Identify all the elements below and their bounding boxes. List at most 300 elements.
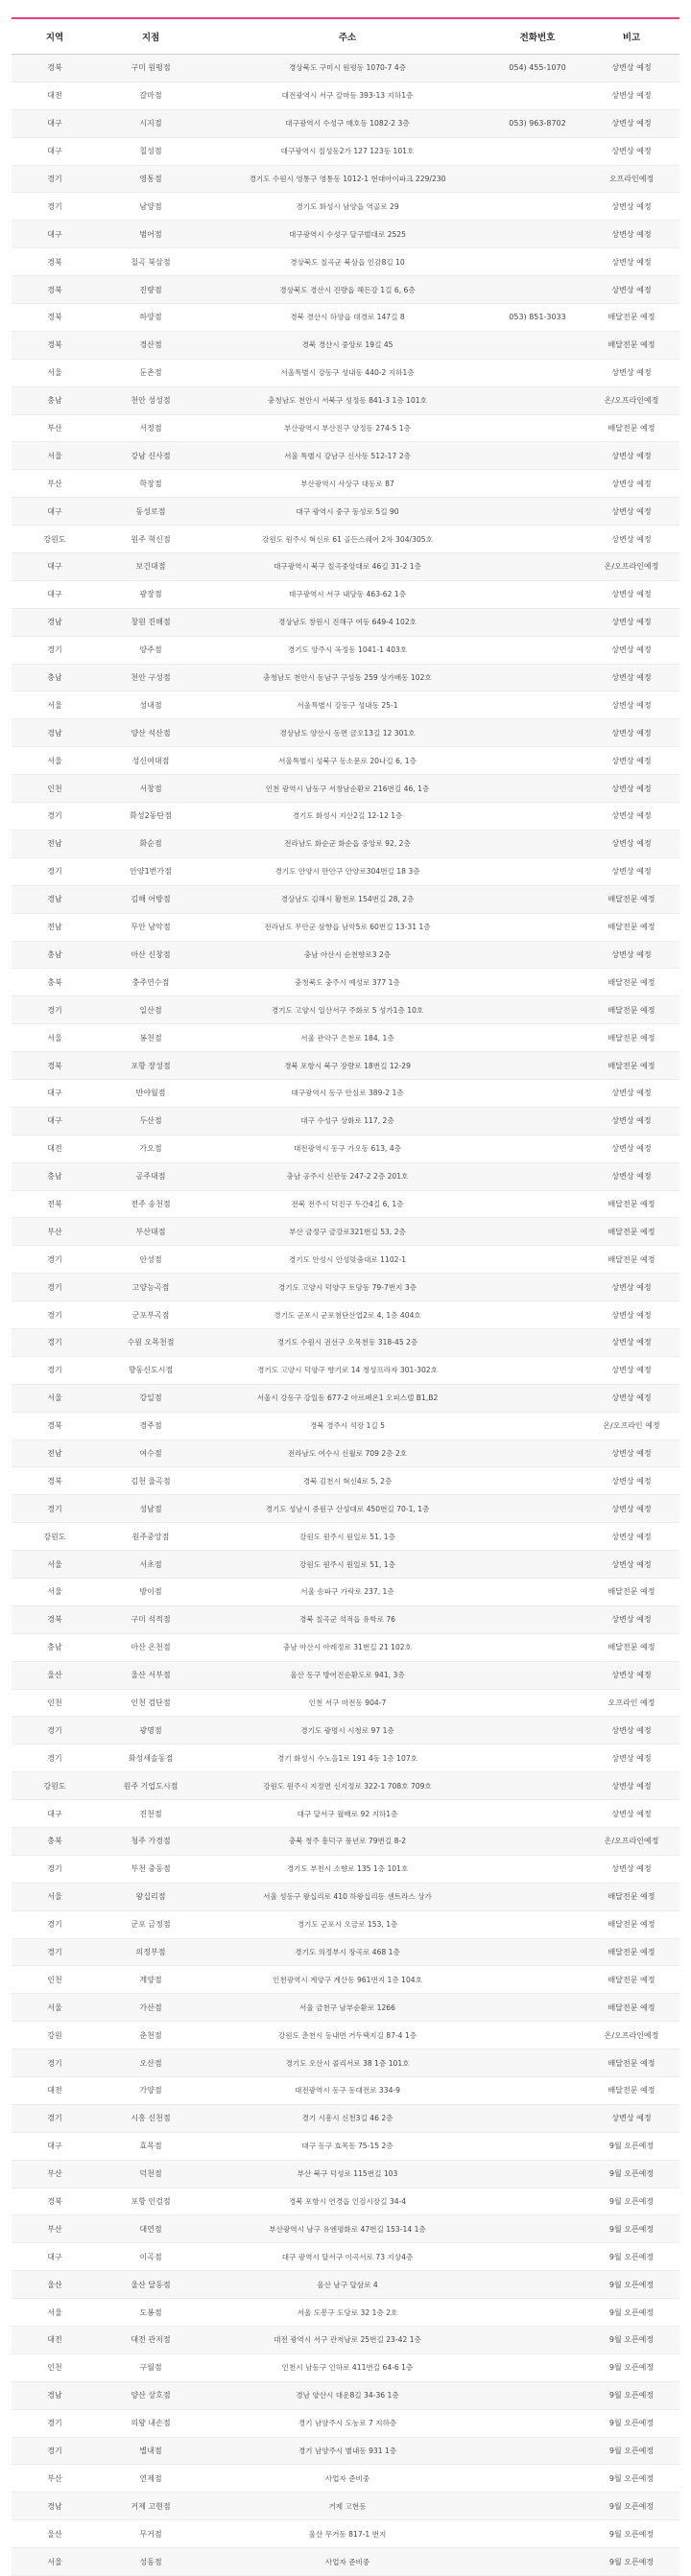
cell-note: 상변상 예정 — [584, 803, 679, 831]
table-row — [12, 1328, 679, 1356]
cell-address: 강원도 원주시 혁신로 61 골든스퀘어 2차 304/305호 — [203, 526, 491, 553]
cell-region: 충남 — [12, 664, 98, 691]
table-row — [12, 1440, 679, 1467]
cell-note: 상변상 예정 — [584, 1328, 679, 1356]
cell-address: 충북 청주 흥덕구 풍년로 79번길 8-2 — [203, 1828, 491, 1856]
cell-address: 사업자 준비중 — [203, 2548, 491, 2576]
cell-address: 대구광역시 칠성동2가 127 123동 101호 — [203, 137, 491, 165]
table-row — [12, 775, 679, 803]
cell-note: 상변상 예정 — [584, 359, 679, 386]
cell-phone — [491, 1412, 584, 1440]
cell-address: 대전광역시 동구 동대전로 334-9 — [203, 2077, 491, 2105]
cell-phone — [491, 2409, 584, 2437]
cell-phone — [491, 1218, 584, 1246]
cell-branch: 김천 율곡점 — [98, 1467, 203, 1495]
cell-phone — [491, 1467, 584, 1495]
cell-region: 대구 — [12, 1800, 98, 1828]
cell-address: 사업자 준비중 — [203, 2465, 491, 2493]
cell-branch: 둔촌점 — [98, 359, 203, 386]
cell-address: 전라남도 여수시 신월로 709 2층 2호 — [203, 1440, 491, 1467]
cell-phone — [491, 1274, 584, 1301]
cell-note: 상변상 예정 — [584, 1745, 679, 1772]
cell-address: 부산 금정구 금강로321번길 53, 2층 — [203, 1218, 491, 1246]
header-phone: 전화번호 — [491, 19, 584, 55]
cell-branch: 학장점 — [98, 470, 203, 498]
cell-branch: 성내점 — [98, 691, 203, 719]
table-row — [12, 2520, 679, 2548]
cell-note: 상변상 예정 — [584, 830, 679, 857]
cell-phone — [491, 2077, 584, 2105]
cell-address: 충청남도 천안시 서북구 성정동 841-3 1층 101호 — [203, 386, 491, 414]
cell-address: 경상남도 김해시 활천로 154번길 28, 2층 — [203, 885, 491, 913]
table-row — [12, 885, 679, 913]
cell-region: 인천 — [12, 775, 98, 803]
cell-region: 인천 — [12, 2354, 98, 2381]
cell-note: 상변상 예정 — [584, 1356, 679, 1384]
cell-branch: 남양점 — [98, 193, 203, 221]
cell-note: 배달전문 예정 — [584, 1938, 679, 1966]
cell-branch: 광명점 — [98, 1717, 203, 1745]
cell-address: 서울 송파구 가락로 237, 1층 — [203, 1578, 491, 1605]
cell-phone — [491, 1938, 584, 1966]
table-row — [12, 1162, 679, 1190]
cell-phone: 053) 963-8702 — [491, 109, 584, 137]
cell-branch: 양산 석산점 — [98, 719, 203, 747]
cell-branch: 성동점 — [98, 2548, 203, 2576]
cell-note: 9월 오픈예정 — [584, 2299, 679, 2327]
cell-note: 9월 오픈예정 — [584, 2437, 679, 2465]
cell-branch: 동성로점 — [98, 498, 203, 526]
table-row — [12, 1356, 679, 1384]
cell-address: 인천 서구 마전동 904-7 — [203, 1689, 491, 1717]
cell-note: 배달전문 예정 — [584, 1218, 679, 1246]
cell-note: 상변상 예정 — [584, 608, 679, 636]
cell-address: 전북 전주시 덕진구 두간4길 6, 1층 — [203, 1190, 491, 1218]
cell-region: 경북 — [12, 276, 98, 304]
cell-phone — [491, 1855, 584, 1883]
cell-branch: 범어점 — [98, 221, 203, 248]
cell-note: 상변상 예정 — [584, 1107, 679, 1135]
table-row — [12, 414, 679, 442]
cell-branch: 대연점 — [98, 2215, 203, 2243]
cell-phone — [491, 2465, 584, 2493]
cell-address: 경기 화성시 수노을1로 191 4동 1층 107호 — [203, 1745, 491, 1772]
cell-region: 대구 — [12, 2243, 98, 2271]
table-row — [12, 276, 679, 304]
cell-address: 경기도 화성시 남양읍 역골로 29 — [203, 193, 491, 221]
cell-branch: 이곡점 — [98, 2243, 203, 2271]
cell-note: 상변상 예정 — [584, 1605, 679, 1633]
cell-branch: 포항 장성점 — [98, 1052, 203, 1080]
cell-address: 대전광역시 서구 갈마동 393-13 지하1층 — [203, 82, 491, 109]
cell-note: 상변상 예정 — [584, 775, 679, 803]
cell-address: 대구광역시 북구 칠곡중앙대로 46길 31-2 1층 — [203, 553, 491, 581]
cell-note: 온/오프라인예정 — [584, 1828, 679, 1856]
table-row — [12, 2215, 679, 2243]
table-row — [12, 109, 679, 137]
cell-note: 배달전문 예정 — [584, 2049, 679, 2077]
cell-branch: 공주대점 — [98, 1162, 203, 1190]
cell-phone — [491, 747, 584, 775]
cell-phone — [491, 2104, 584, 2132]
cell-branch: 무거점 — [98, 2520, 203, 2548]
cell-note: 상변상 예정 — [584, 1772, 679, 1800]
cell-note: 상변상 예정 — [584, 1523, 679, 1551]
cell-branch: 천안 성성점 — [98, 386, 203, 414]
cell-address: 경상남도 창원시 진해구 여동 649-4 102호 — [203, 608, 491, 636]
cell-address: 경기도 광명시 시청로 97 1층 — [203, 1717, 491, 1745]
cell-phone — [491, 1883, 584, 1910]
cell-note: 상변상 예정 — [584, 636, 679, 664]
cell-address: 경기도 안양시 만안구 안양로304번길 18 3층 — [203, 857, 491, 885]
header-note: 비고 — [584, 19, 679, 55]
cell-region: 경북 — [12, 1412, 98, 1440]
table-row — [12, 137, 679, 165]
cell-phone — [491, 2271, 584, 2299]
table-row — [12, 165, 679, 193]
cell-address: 전라남도 화순군 화순읍 중앙로 92, 2층 — [203, 830, 491, 857]
table-row — [12, 969, 679, 996]
table-row — [12, 1218, 679, 1246]
cell-region: 경남 — [12, 2493, 98, 2520]
cell-region: 경기 — [12, 165, 98, 193]
cell-branch: 서창점 — [98, 775, 203, 803]
cell-phone — [491, 1966, 584, 1994]
cell-branch: 울산 달동점 — [98, 2271, 203, 2299]
table-row — [12, 1910, 679, 1938]
table-row — [12, 1717, 679, 1745]
cell-region: 서울 — [12, 359, 98, 386]
cell-note: 오프라인 예정 — [584, 1689, 679, 1717]
cell-branch: 인천 검단점 — [98, 1689, 203, 1717]
cell-address: 울산 무거동 817-1 번지 — [203, 2520, 491, 2548]
table-row — [12, 1605, 679, 1633]
cell-branch: 군포부곡점 — [98, 1301, 203, 1329]
cell-branch: 효목점 — [98, 2132, 203, 2160]
cell-region: 부산 — [12, 2215, 98, 2243]
cell-address: 서울 관악구 은천로 184, 1층 — [203, 1024, 491, 1052]
cell-region: 서울 — [12, 1994, 98, 2022]
cell-region: 전남 — [12, 913, 98, 941]
cell-address: 강원도 원주시 지정면 신지정로 322-1 708호 709호 — [203, 1772, 491, 1800]
cell-phone — [491, 1551, 584, 1579]
cell-region: 전북 — [12, 1190, 98, 1218]
cell-branch: 가양점 — [98, 2077, 203, 2105]
cell-region: 경기 — [12, 1246, 98, 1274]
table-row — [12, 2243, 679, 2271]
cell-region: 대전 — [12, 2077, 98, 2105]
cell-branch: 향동신도시점 — [98, 1356, 203, 1384]
table-row — [12, 996, 679, 1024]
cell-note: 상변상 예정 — [584, 857, 679, 885]
table-row — [12, 1107, 679, 1135]
cell-branch: 시흥 신천점 — [98, 2104, 203, 2132]
cell-phone — [491, 580, 584, 608]
cell-phone — [491, 165, 584, 193]
table-row — [12, 1274, 679, 1301]
table-row — [12, 1523, 679, 1551]
cell-region: 서울 — [12, 1384, 98, 1412]
cell-note: 배달전문 예정 — [584, 913, 679, 941]
cell-phone — [491, 775, 584, 803]
cell-address: 경기도 양주시 옥정동 1041-1 403호 — [203, 636, 491, 664]
cell-region: 서울 — [12, 1551, 98, 1579]
cell-address: 경상북도 경산시 진량읍 해든강 1길 6, 6층 — [203, 276, 491, 304]
table-row — [12, 2271, 679, 2299]
cell-phone — [491, 1605, 584, 1633]
table-row — [12, 2354, 679, 2381]
cell-region: 부산 — [12, 414, 98, 442]
cell-branch: 강일점 — [98, 1384, 203, 1412]
cell-branch: 화성2동탄점 — [98, 803, 203, 831]
cell-note: 상변상 예정 — [584, 109, 679, 137]
cell-address: 인천 광역시 남동구 서창남순환로 216번길 46, 1층 — [203, 775, 491, 803]
cell-note: 상변상 예정 — [584, 691, 679, 719]
cell-region: 경북 — [12, 331, 98, 359]
cell-note: 9월 오픈예정 — [584, 2271, 679, 2299]
cell-branch: 일산점 — [98, 996, 203, 1024]
cell-note: 상변상 예정 — [584, 1495, 679, 1523]
cell-phone — [491, 2243, 584, 2271]
cell-branch: 안성점 — [98, 1246, 203, 1274]
header-region: 지역 — [12, 19, 98, 55]
table-row — [12, 1800, 679, 1828]
cell-note: 배달전문 예정 — [584, 304, 679, 332]
cell-phone — [491, 2493, 584, 2520]
cell-branch: 칠성점 — [98, 137, 203, 165]
table-row — [12, 2299, 679, 2327]
cell-phone — [491, 1052, 584, 1080]
cell-region: 충남 — [12, 1162, 98, 1190]
table-row — [12, 1079, 679, 1107]
cell-phone — [491, 803, 584, 831]
cell-region: 경기 — [12, 2104, 98, 2132]
cell-note: 9월 오픈예정 — [584, 2215, 679, 2243]
cell-branch: 경산점 — [98, 331, 203, 359]
cell-phone — [491, 1661, 584, 1689]
cell-branch: 경주점 — [98, 1412, 203, 1440]
cell-phone — [491, 691, 584, 719]
table-row — [12, 664, 679, 691]
cell-phone — [491, 221, 584, 248]
cell-branch: 고양능곡점 — [98, 1274, 203, 1301]
cell-note: 9월 오픈예정 — [584, 2465, 679, 2493]
table-header-row — [12, 19, 679, 55]
cell-address: 울산 남구 달삼로 4 — [203, 2271, 491, 2299]
cell-branch: 진천점 — [98, 1800, 203, 1828]
table-row — [12, 1384, 679, 1412]
cell-address: 경기도 고양시 덕양구 토당동 79-7번지 3층 — [203, 1274, 491, 1301]
cell-region: 강원 — [12, 2022, 98, 2049]
cell-branch: 춘천점 — [98, 2022, 203, 2049]
cell-address: 전라남도 무안군 삼향읍 남악5로 60번길 13-31 1층 — [203, 913, 491, 941]
table-row — [12, 55, 679, 82]
table-row — [12, 2409, 679, 2437]
cell-region: 서울 — [12, 1883, 98, 1910]
cell-note: 배달전문 예정 — [584, 1024, 679, 1052]
cell-address: 대구광역시 동구 안심로 389-2 1층 — [203, 1079, 491, 1107]
cell-region: 대구 — [12, 2132, 98, 2160]
cell-region: 울산 — [12, 2271, 98, 2299]
cell-note: 상변상 예정 — [584, 1162, 679, 1190]
cell-phone — [491, 1162, 584, 1190]
cell-branch: 방이점 — [98, 1578, 203, 1605]
cell-region: 부산 — [12, 2465, 98, 2493]
cell-region: 대구 — [12, 1107, 98, 1135]
cell-phone — [491, 2548, 584, 2576]
cell-region: 경기 — [12, 857, 98, 885]
cell-region: 경기 — [12, 1717, 98, 1745]
cell-region: 대전 — [12, 1135, 98, 1162]
cell-branch: 대전 관저점 — [98, 2327, 203, 2354]
cell-phone — [491, 1384, 584, 1412]
cell-address: 경기 남양주시 도농로 7 지하층 — [203, 2409, 491, 2437]
cell-phone — [491, 553, 584, 581]
cell-phone — [491, 1578, 584, 1605]
cell-branch: 보건대점 — [98, 553, 203, 581]
cell-note: 배달전문 예정 — [584, 969, 679, 996]
cell-region: 울산 — [12, 2520, 98, 2548]
cell-branch: 서정점 — [98, 414, 203, 442]
cell-note: 상변상 예정 — [584, 1467, 679, 1495]
table-row — [12, 2049, 679, 2077]
cell-branch: 영통점 — [98, 165, 203, 193]
cell-region: 충남 — [12, 386, 98, 414]
cell-address: 충남 공주시 신관동 247-2 2층 201호 — [203, 1162, 491, 1190]
cell-address: 부산광역시 부산진구 양정동 274-5 1층 — [203, 414, 491, 442]
cell-branch: 서초점 — [98, 1551, 203, 1579]
cell-note: 온/오프라인예정 — [584, 553, 679, 581]
cell-branch: 구미 석적점 — [98, 1605, 203, 1633]
cell-note: 오프라인예정 — [584, 165, 679, 193]
cell-branch: 원주중앙점 — [98, 1523, 203, 1551]
cell-phone — [491, 1689, 584, 1717]
cell-address: 충남 아산시 순천향로3 2층 — [203, 941, 491, 969]
cell-address: 서울 성동구 왕십리로 410 하왕십리동 센트라스 상가 — [203, 1883, 491, 1910]
cell-branch: 천안 구성점 — [98, 664, 203, 691]
table-row — [12, 1301, 679, 1329]
table-row — [12, 1883, 679, 1910]
cell-region: 부산 — [12, 470, 98, 498]
table-row — [12, 1052, 679, 1080]
cell-phone — [491, 1994, 584, 2022]
cell-address: 거제 고현동 — [203, 2493, 491, 2520]
cell-note: 상변상 예정 — [584, 747, 679, 775]
table-row — [12, 1661, 679, 1689]
cell-region: 대구 — [12, 137, 98, 165]
table-row — [12, 1994, 679, 2022]
cell-branch: 양산 상호점 — [98, 2381, 203, 2409]
cell-region: 경북 — [12, 1052, 98, 1080]
cell-phone — [491, 1024, 584, 1052]
cell-branch: 별내점 — [98, 2437, 203, 2465]
cell-branch: 의정부점 — [98, 1938, 203, 1966]
cell-address: 경기도 화성시 지산2길 12-12 1층 — [203, 803, 491, 831]
cell-phone — [491, 1523, 584, 1551]
cell-phone — [491, 1633, 584, 1661]
cell-address: 대구 수성구 상화로 117, 2층 — [203, 1107, 491, 1135]
cell-note: 9월 오픈예정 — [584, 2243, 679, 2271]
store-list-panel — [12, 17, 679, 2576]
cell-address: 충청북도 충주시 예성로 377 1층 — [203, 969, 491, 996]
cell-branch: 울산 서부점 — [98, 1661, 203, 1689]
cell-note: 상변상 예정 — [584, 137, 679, 165]
table-row — [12, 248, 679, 276]
cell-phone — [491, 2049, 584, 2077]
cell-branch: 가오점 — [98, 1135, 203, 1162]
cell-region: 전남 — [12, 830, 98, 857]
cell-branch: 양주점 — [98, 636, 203, 664]
cell-address: 울산 동구 방어진순환도로 941, 3층 — [203, 1661, 491, 1689]
table-row — [12, 1412, 679, 1440]
cell-address: 경북 김천시 혁신4로 5, 2층 — [203, 1467, 491, 1495]
cell-phone — [491, 664, 584, 691]
cell-address: 강원도 춘천시 동내면 거두택지길 87-4 1층 — [203, 2022, 491, 2049]
cell-region: 충북 — [12, 969, 98, 996]
cell-phone — [491, 2160, 584, 2188]
table-row — [12, 1633, 679, 1661]
cell-region: 경남 — [12, 2381, 98, 2409]
cell-region: 대구 — [12, 1079, 98, 1107]
cell-branch: 화순점 — [98, 830, 203, 857]
cell-region: 강원도 — [12, 1523, 98, 1551]
store-table — [12, 19, 679, 2576]
cell-note: 9월 오픈예정 — [584, 2548, 679, 2576]
table-row — [12, 2437, 679, 2465]
cell-region: 경기 — [12, 1328, 98, 1356]
cell-phone — [491, 885, 584, 913]
cell-phone — [491, 470, 584, 498]
cell-address: 경북 칠곡군 석적읍 유학로 76 — [203, 1605, 491, 1633]
cell-address: 서울 도봉구 도당로 32 1층 2호 — [203, 2299, 491, 2327]
cell-region: 충남 — [12, 941, 98, 969]
table-row — [12, 553, 679, 581]
table-row — [12, 1828, 679, 1856]
cell-address: 경북 포항시 연경읍 인검시장길 34-4 — [203, 2188, 491, 2215]
cell-phone — [491, 2132, 584, 2160]
cell-note: 배달전문 예정 — [584, 1633, 679, 1661]
table-row — [12, 747, 679, 775]
table-row — [12, 1855, 679, 1883]
cell-note: 상변상 예정 — [584, 719, 679, 747]
cell-region: 부산 — [12, 1218, 98, 1246]
cell-region: 경기 — [12, 1274, 98, 1301]
cell-branch: 청주 가경점 — [98, 1828, 203, 1856]
cell-phone — [491, 719, 584, 747]
cell-address: 대구 동구 효목동 75-15 2층 — [203, 2132, 491, 2160]
cell-note: 상변상 예정 — [584, 221, 679, 248]
cell-branch: 무안 남악점 — [98, 913, 203, 941]
cell-address: 대구광역시 수성구 매호동 1082-2 3층 — [203, 109, 491, 137]
cell-phone — [491, 1828, 584, 1856]
cell-address: 대전광역시 동구 가오동 613, 4층 — [203, 1135, 491, 1162]
cell-phone — [491, 941, 584, 969]
cell-address: 서울특별시 강동구 성내동 440-2 지하1층 — [203, 359, 491, 386]
cell-address: 강원도 원주시 원일로 51, 1층 — [203, 1523, 491, 1551]
cell-phone — [491, 1440, 584, 1467]
cell-region: 경기 — [12, 803, 98, 831]
cell-branch: 연제점 — [98, 2465, 203, 2493]
cell-note: 상변상 예정 — [584, 1855, 679, 1883]
table-row — [12, 359, 679, 386]
cell-address: 경상북도 칠곡군 북삼읍 인감8길 10 — [203, 248, 491, 276]
cell-branch: 강남 신사점 — [98, 442, 203, 470]
table-row — [12, 830, 679, 857]
cell-phone — [491, 359, 584, 386]
cell-branch: 도봉점 — [98, 2299, 203, 2327]
table-row — [12, 2077, 679, 2105]
cell-branch: 여수점 — [98, 1440, 203, 1467]
